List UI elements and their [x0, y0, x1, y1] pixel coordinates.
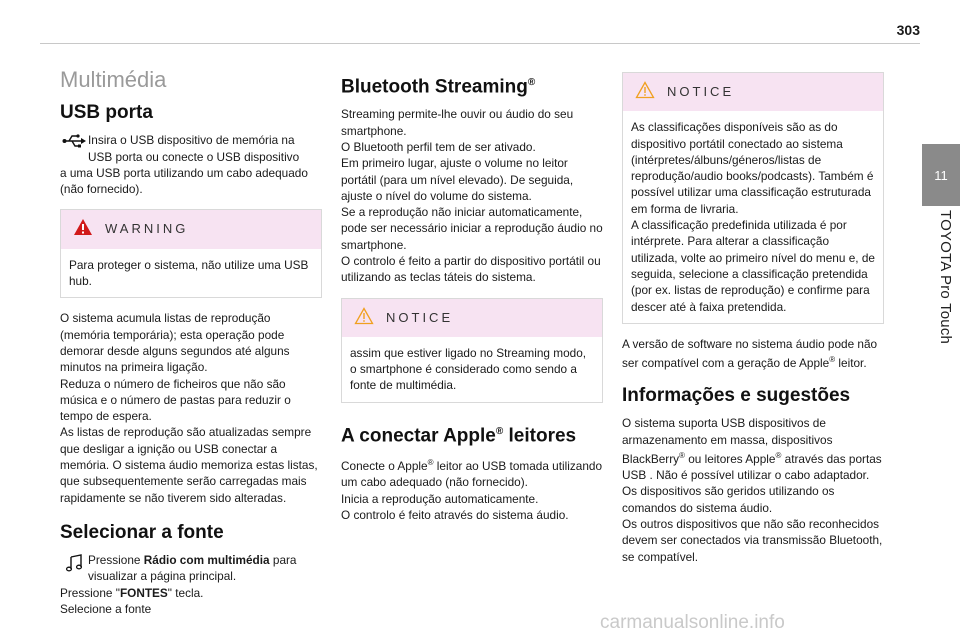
warning-box — [60, 209, 322, 298]
bt-line-3: Em primeiro lugar, ajuste o volume no leitor portátil (para um nível elevado). De seguida, ajuste o nível do volume do sistema. — [341, 156, 574, 203]
chapter-tab-number: 11 — [934, 167, 948, 183]
notice-icon-2 — [635, 81, 655, 103]
source-heading: Selecionar a fonte — [60, 521, 224, 543]
notice-line-1: As classificações disponíveis são as do dispositivo portátil conectado ao sistema (intérpretes/álbuns/géneros/listas de reprodução/audio books/podcasts). Também é possível utilizar uma classificação estruturada em forma de livraria. — [631, 120, 874, 216]
info-line-1: O sistema suporta USB dispositivos de armazenamento em massa, dispositivos BlackBerry® ou leitores Apple® através das portas USB . Não é possível utilizar o cabo adaptador. — [622, 416, 882, 483]
source-instruction — [60, 552, 322, 585]
chapter-tab-label: TOYOTA Pro Touch — [937, 210, 954, 345]
warning-icon — [73, 218, 93, 240]
notice-text: assim que estiver ligado no Streaming modo, o smartphone é considerado como sendo a fonte de multimédia. — [350, 345, 587, 393]
header-rule — [40, 43, 920, 44]
playlist-paragraph-2: Reduza o número de ficheiros que não são música e o número de pastas para reduzir o tempo de espera. — [60, 376, 291, 424]
fontes-text: Pressione "FONTES" tecla. — [60, 585, 204, 600]
bt-line-1: Streaming permite-lhe ouvir ou áudio do seu smartphone. — [341, 107, 574, 138]
apple-heading: A conectar Apple® leitores — [341, 425, 577, 447]
version-text: A versão de software no sistema áudio pode não ser compatível com a geração de Apple® leitor. — [622, 336, 878, 371]
apple-line-1: Conecte o Apple® leitor ao USB tomada utilizando um cabo adequado (não fornecido). — [341, 458, 603, 490]
apple-line-2: Inicia a reprodução automaticamente. — [341, 491, 539, 506]
bt-line-2: O Bluetooth perfil tem de ser ativado. — [341, 139, 536, 154]
source-text: Pressione Rádio com multimédia para visualizar a página principal. — [88, 552, 297, 584]
notice-label: NOTICE — [386, 309, 454, 325]
usb-heading: USB porta — [60, 102, 153, 124]
usb-icon — [60, 132, 88, 156]
notice-line-2: A classificação predefinida utilizada é por intérprete. Para alterar a classificação utilizada, volte ao primeiro nível do menu e, de seguida, selecione a classificação pretendida (por ex. listas de reprodução) e confirme para descer até à faixa pretendida. — [631, 218, 875, 314]
notice-icon — [354, 307, 374, 329]
page-number: 303 — [896, 22, 920, 38]
usb-text-1: Insira o USB dispositivo de memória na USB porta ou conecte o USB dispositivo — [88, 133, 300, 164]
music-note-icon — [60, 552, 88, 576]
info-line-2: Os dispositivos são geridos utilizando os comandos do sistema áudio. — [622, 484, 835, 515]
bt-line-4: Se a reprodução não iniciar automaticamente, pode ser necessário iniciar a reprodução áudio no smartphone. — [341, 205, 603, 252]
notice-box — [341, 298, 603, 403]
bluetooth-heading: Bluetooth Streaming® — [341, 76, 536, 98]
column-2 — [341, 60, 603, 523]
info-heading: Informações e sugestões — [622, 385, 851, 407]
bt-line-5: O controlo é feito a partir do dispositivo portátil ou utilizando as teclas táteis do sistema. — [341, 254, 601, 285]
column-1 — [60, 60, 322, 617]
warning-text: Para proteger o sistema, não utilize uma USB hub. — [69, 257, 309, 289]
info-line-3: Os outros dispositivos que não são reconhecidos devem ser conectados via transmissão Bluetooth, se compatível. — [622, 517, 883, 564]
warning-label: WARNING — [105, 221, 189, 237]
select-source-text: Selecione a fonte — [60, 601, 152, 616]
apple-line-3: O controlo é feito através do sistema áudio. — [341, 507, 569, 522]
column-3 — [622, 60, 884, 565]
notice-header-2 — [623, 73, 883, 111]
usb-text-2: a uma USB porta utilizando um cabo adequado (não fornecido). — [60, 165, 308, 197]
watermark: carmanualsonline.info — [600, 612, 785, 633]
usb-instruction — [60, 132, 322, 165]
warning-header — [61, 210, 321, 248]
notice-box-2 — [622, 72, 884, 324]
chapter-tab — [922, 144, 960, 206]
notice-label-2: NOTICE — [667, 84, 735, 99]
playlist-paragraph-3: As listas de reprodução são atualizadas sempre que desligar a ignição ou USB conectar a memória. O sistema áudio memoriza estas listas, que subsequentemente serão carregadas mais rapidamente se não tiverem sido alteradas. — [60, 425, 318, 505]
chapter-title: Multimédia — [60, 67, 167, 92]
notice-header — [342, 299, 602, 337]
playlist-paragraph-1: O sistema acumula listas de reprodução (memória temporária); esta operação pode demorar desde alguns segundos até alguns minutos na primeira ligação. — [60, 311, 290, 375]
